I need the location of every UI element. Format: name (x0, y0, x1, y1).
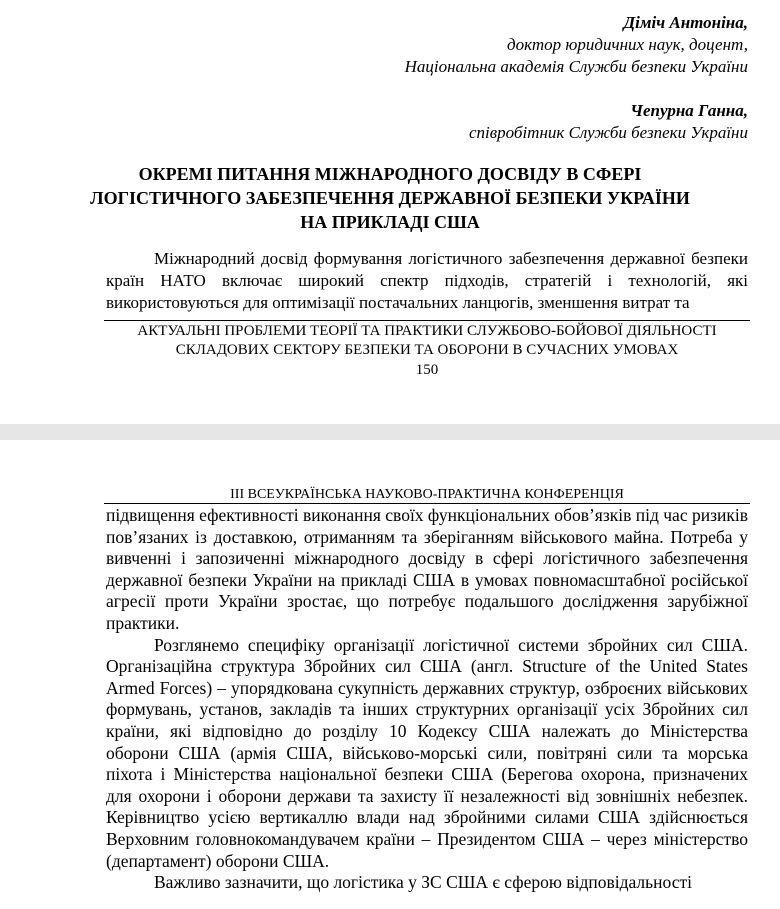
article-title (90, 162, 690, 234)
author-affiliation: Національна академія Служби безпеки України (404, 57, 748, 76)
body-text (106, 505, 748, 894)
page-header: ІІІ ВСЕУКРАЇНСЬКА НАУКОВО-ПРАКТИЧНА КОНФЕРЕНЦІЯ (230, 487, 624, 502)
footer-divider (104, 320, 750, 321)
page-number: 150 (415, 362, 439, 378)
author-degree: доктор юридичних наук, доцент, (507, 35, 748, 54)
intro-paragraph: Міжнародний досвід формування логістичного забезпечення державної безпеки країн НАТО включає широкий спектр підходів, стратегій і технологій, які використовуються для оптимізації постачальних ланцюгів, зменшення витрат та (106, 249, 748, 312)
author-block-1 (405, 12, 748, 78)
paragraph: Розглянемо специфіку організації логістичної системи збройних сил США. Організаційна структура Збройних сил США (англ. Structure of the United States Armed Forces) – упорядкована сукупність державних структур, озброєних військових формувань, установ, закладів та інших структурних організації усіх Збройних сил країни, які відповідно до розділу 10 Кодексу США належать до Міністерства оборони США (армія США, військово-морські сили, повітряні сили та морська піхота і Міністерства національної безпеки США (Берегова охорона, призначених для охорони і оборони держави та захисту її незалежності від зовнішніх небезпек. Керівництво усією вертикаллю влади над збройними силами США здійснюється Верховним головнокомандувачем країни – Президентом США – через міністерство (департамент) оборони США. (106, 634, 748, 871)
author-name: Чепурна Ганна, (630, 101, 748, 120)
page-footer (104, 322, 750, 360)
page-separator (0, 424, 780, 440)
author-name: Дiміч Антоніна, (623, 13, 748, 32)
article-title-line: ОКРЕМІ ПИТАННЯ МІЖНАРОДНОГО ДОСВІДУ В СФЕРІ (138, 164, 642, 184)
header-divider (104, 503, 750, 504)
article-title-line: ЛОГІСТИЧНОГО ЗАБЕЗПЕЧЕННЯ ДЕРЖАВНОЇ БЕЗПЕКИ УКРАЇНИ (90, 188, 690, 208)
page-151 (0, 440, 780, 909)
article-title-line: НА ПРИКЛАДІ США (300, 212, 480, 232)
footer-line: СКЛАДОВИХ СЕКТОРУ БЕЗПЕКИ ТА ОБОРОНИ В СУЧАСНИХ УМОВАХ (175, 342, 679, 358)
footer-line: АКТУАЛЬНІ ПРОБЛЕМИ ТЕОРІЇ ТА ПРАКТИКИ СЛУЖБОВО-БОЙОВОЇ ДІЯЛЬНОСТІ (137, 323, 717, 339)
paragraph: Важливо зазначити, що логістика у ЗС США є сферою відповідальності (154, 872, 692, 893)
paragraph: підвищення ефективності виконання своїх функціональних обов’язків під час ризиків пов’язаних із доставкою, отриманням та зберіганням військового майна. Потреба у вивченні і запозиченні міжнародного досвіду в сфері логістичного забезпечення державної безпеки України на прикладі США в умовах повномасштабної російської агресії проти України зростає, що потребує подальшого дослідження зарубіжної практики. (106, 505, 748, 633)
author-block-2 (469, 100, 748, 144)
author-position: співробітник Служби безпеки України (468, 123, 748, 142)
page-150 (0, 0, 780, 424)
